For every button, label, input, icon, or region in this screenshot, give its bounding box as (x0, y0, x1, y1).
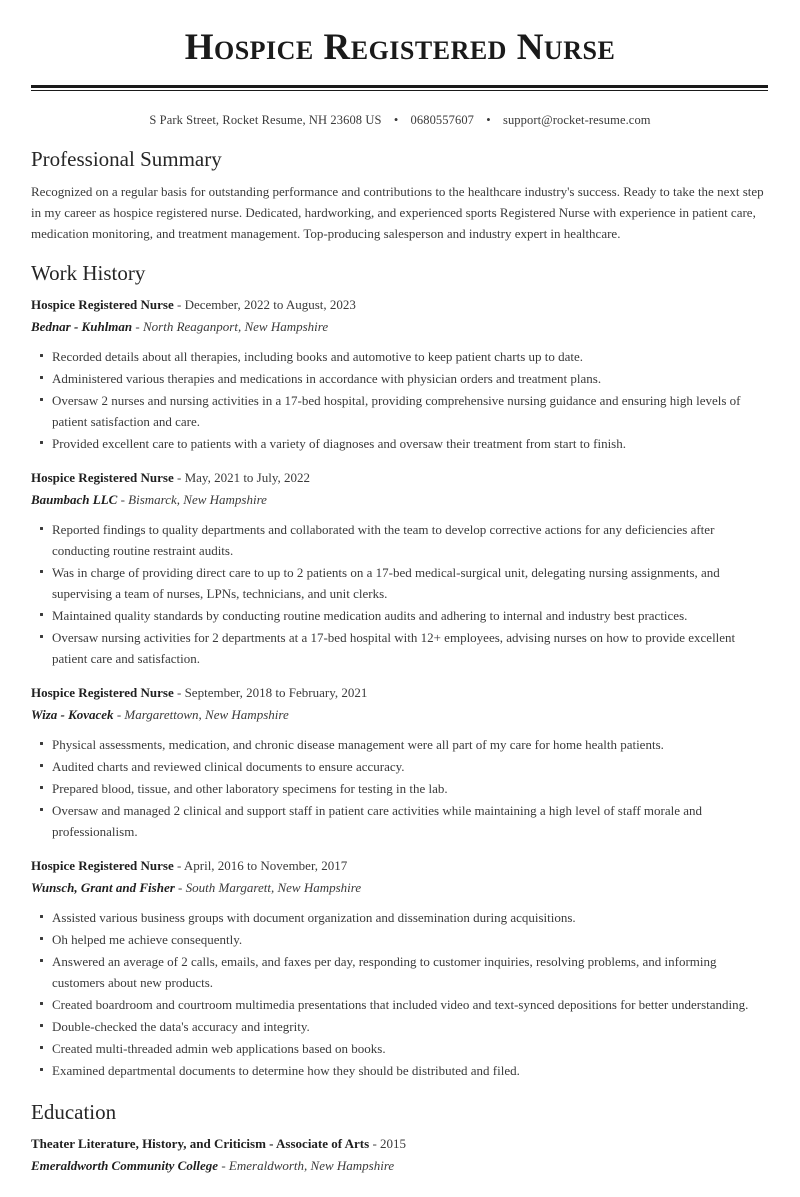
job-separator: - (132, 319, 143, 335)
job-company: Bednar - Kuhlman (31, 319, 133, 335)
job-bullet-list (31, 734, 769, 842)
job-bullet: Prepared blood, tissue, and other laboratory specimens for testing in the lab. (31, 778, 769, 799)
education-school-line (31, 1156, 769, 1177)
contact-address: S Park Street, Rocket Resume, NH 23608 US (149, 112, 382, 127)
contact-separator-1: • (393, 112, 399, 127)
job-bullet: Maintained quality standards by conducting routine medication audits and adhering to internal and industry best practices. (31, 605, 769, 626)
job-separator: - (173, 470, 185, 486)
job-bullet: Examined departmental documents to determine how they should be distributed and filed. (31, 1060, 769, 1081)
work-history-entry (31, 856, 769, 1081)
job-separator: - (173, 857, 184, 873)
work-history-entry (31, 295, 769, 454)
job-company: Baumbach LLC (31, 491, 118, 507)
job-bullet-list (31, 519, 769, 669)
job-company-line (31, 878, 769, 899)
section-education (31, 1099, 769, 1197)
professional-summary-text: Recognized on a regular basis for outstanding performance and contributions to the healthcare industry's success. Ready to take the next step in my career as hospice registered nurse. Dedicated, hardworking, and experienced sports Registered Nurse with experience in patient care, medication monitoring, and treatment management. Top-producing salesperson and industry expert in healthcare. (31, 183, 764, 242)
job-title-line (31, 856, 769, 877)
contact-separator-2: • (486, 112, 491, 127)
job-location: Margarettown, New Hampshire (124, 706, 289, 722)
job-bullet: Double-checked the data's accuracy and integrity. (31, 1016, 769, 1037)
education-degree: Theater Literature, History, and Criticism - Associate of Arts (31, 1136, 370, 1152)
job-bullet: Answered an average of 2 calls, emails, and faxes per day, responding to customer inquiries, resolving problems, and informing customers about new products. (31, 951, 769, 993)
job-bullet: Created multi-threaded admin web applications based on books. (31, 1038, 769, 1059)
job-company: Wiza - Kovacek (31, 706, 114, 722)
work-history-list (31, 295, 769, 1081)
education-separator: - (218, 1157, 229, 1173)
section-professional-summary (31, 146, 769, 244)
job-bullet: Reported findings to quality departments and collaborated with the team to develop corrective actions for any deficiencies after conducting routine restraint audits. (31, 519, 769, 561)
job-company: Wunsch, Grant and Fisher (31, 879, 175, 895)
job-dates: December, 2022 to August, 2023 (184, 297, 356, 313)
job-bullet: Created boardroom and courtroom multimedia presentations that included video and text-synced depositions for better understanding. (31, 994, 769, 1015)
job-bullet: Oversaw 2 nurses and nursing activities in a 17-bed hospital, providing comprehensive nursing guidance and ensuring high levels of patient satisfaction and care. (31, 390, 769, 432)
job-bullet: Recorded details about all therapies, including books and automotive to keep patient charts up to date. (31, 346, 769, 367)
job-company-line (31, 490, 769, 511)
job-bullet: Physical assessments, medication, and chronic disease management were all part of my care for home health patients. (31, 734, 769, 755)
resume-header (31, 0, 769, 128)
job-location: Bismarck, New Hampshire (128, 491, 267, 507)
job-location: North Reaganport, New Hampshire (143, 319, 329, 335)
job-bullet: Assisted various business groups with document organization and dissemination during acquisitions. (31, 907, 769, 928)
job-bullet: Oversaw and managed 2 clinical and support staff in patient care activities while maintaining a high level of staff morale and professionalism. (31, 800, 769, 842)
job-bullet: Oh helped me achieve consequently. (31, 929, 769, 950)
contact-email[interactable]: support@rocket-resume.com (502, 112, 651, 127)
job-title-line (31, 683, 769, 704)
job-location: South Margarett, New Hampshire (185, 879, 362, 895)
job-company-line (31, 705, 769, 726)
job-bullet: Was in charge of providing direct care to up to 2 patients on a 17-bed medical-surgical unit, delegating nursing assignments, and supervising a team of nurses, LPNs, technicians, and unit clerks. (31, 562, 769, 604)
education-list (31, 1134, 769, 1177)
job-bullet: Audited charts and reviewed clinical documents to ensure accuracy. (31, 756, 769, 777)
job-bullet: Provided excellent care to patients with a variety of diagnoses and oversaw their treatment from start to finish. (31, 433, 769, 454)
job-dates: May, 2021 to July, 2022 (184, 470, 311, 486)
job-title: Hospice Registered Nurse (31, 857, 174, 873)
job-separator: - (173, 297, 185, 313)
job-separator: - (117, 491, 129, 507)
job-separator: - (113, 706, 125, 722)
section-work-history (31, 260, 769, 1081)
job-company-line (31, 317, 769, 338)
job-title: Hospice Registered Nurse (31, 685, 174, 701)
section-title-professional-summary: Professional Summary (31, 146, 222, 171)
header-divider (31, 85, 768, 91)
job-title: Hospice Registered Nurse (31, 297, 174, 313)
job-bullet-list (31, 907, 769, 1081)
job-title-line (31, 295, 769, 316)
job-title-line (31, 468, 769, 489)
contact-phone[interactable]: 0680557607 (410, 112, 475, 127)
job-title: Hospice Registered Nurse (31, 470, 174, 486)
education-year: 2015 (380, 1136, 407, 1152)
education-separator: - (369, 1136, 381, 1152)
education-entry (31, 1134, 769, 1177)
section-title-work-history: Work History (31, 261, 146, 286)
education-degree-line (31, 1134, 769, 1155)
contact-line (31, 113, 769, 128)
job-bullet: Oversaw nursing activities for 2 departments at a 17-bed hospital with 12+ employees, advising nurses on how to provide excellent patient care and satisfaction. (31, 627, 769, 669)
divider-thin-line (31, 90, 768, 91)
job-dates: September, 2018 to February, 2021 (184, 685, 368, 701)
work-history-entry (31, 468, 769, 669)
education-school: Emeraldworth Community College (31, 1157, 219, 1173)
job-separator: - (174, 879, 186, 895)
job-separator: - (173, 685, 185, 701)
job-dates: April, 2016 to November, 2017 (183, 857, 348, 873)
job-bullet: Administered various therapies and medications in accordance with physician orders and treatment plans. (31, 368, 769, 389)
education-location: Emeraldworth, New Hampshire (228, 1157, 395, 1173)
work-history-entry (31, 683, 769, 842)
candidate-name: Hospice Registered Nurse (184, 27, 616, 68)
job-bullet-list (31, 346, 769, 454)
section-title-education: Education (31, 1099, 117, 1124)
